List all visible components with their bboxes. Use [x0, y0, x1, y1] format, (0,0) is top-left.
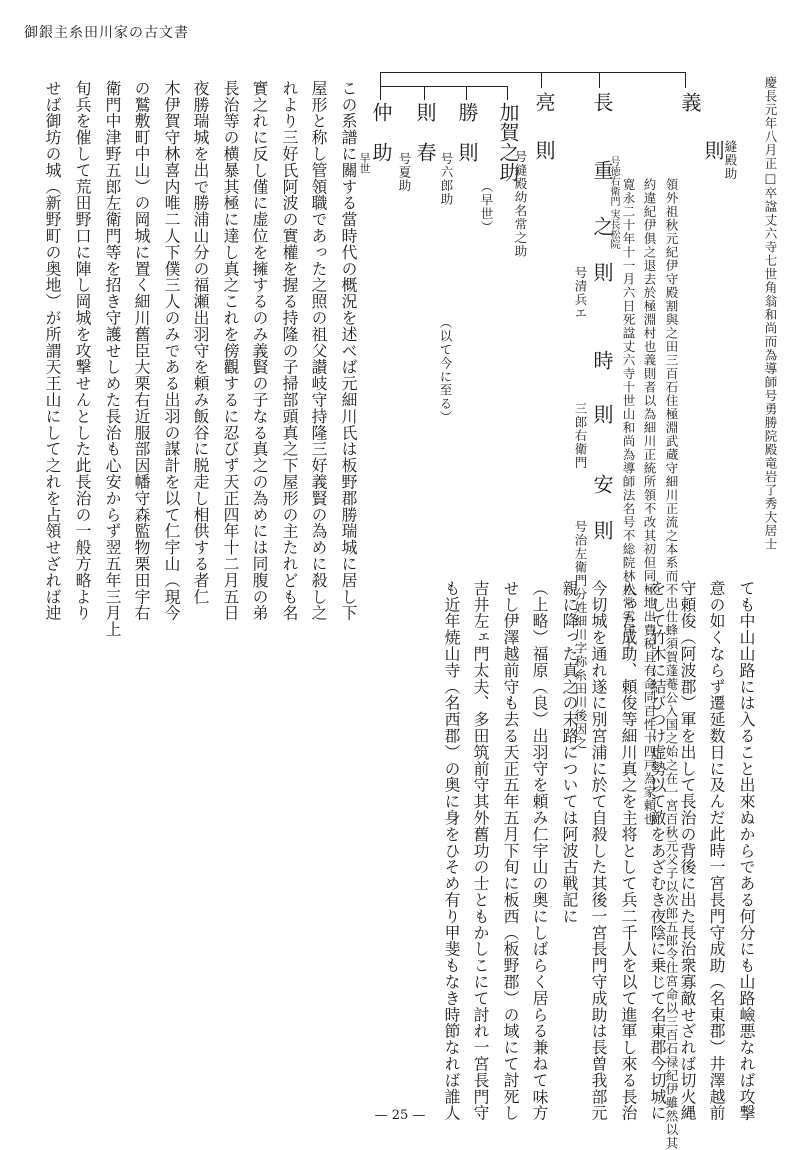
- commentary-line: 屋形と称し管領職であった之照の祖父讃岐守持隆三好義賢の為めに殺し之: [309, 80, 328, 622]
- yoshinori-name-1: 義: [678, 92, 702, 112]
- yoshinori-note-2: 領外祖秋元紀伊守殿割與之田三百石住極淵武蔵守細川正流之本系而不出仕蜂須賀蓬菴公入国之始之在一宮百秋元父子以次郎五郎令仕宮命以三百石禄紀伊雖然以其: [664, 178, 679, 1150]
- commentary-line: 木伊賀守林喜内唯二人下僕三人のみである出羽の謀計を以て仁宇山（現今: [162, 80, 181, 622]
- nakasuke-name: 仲 助: [369, 102, 393, 162]
- nagashige-name-2: 重: [590, 160, 614, 180]
- commentary-line: の鷲敷町中山）の岡城に置く細川舊臣大栗右近服部因幡守森監物栗田宇右: [132, 80, 151, 622]
- katsunori-alias: 号六郎助: [439, 152, 454, 206]
- yasunori-name-2: 則: [590, 520, 614, 540]
- commentary-line: ても中山山路には入ること出來ぬからである何分にも山路嶮悪なれば攻撃: [737, 580, 756, 1122]
- commentary-line: 吉井左ェ門太夫、多田筑前守其外舊功の士ともかしこにて討れ一宮長門守: [471, 580, 490, 1122]
- tree-line-top: [380, 72, 686, 73]
- commentary-line: 今切城を通れ遂に別宮浦に於て自殺した其後一宮長門守成助は長曽我部元: [589, 580, 608, 1122]
- tokinori-name-2: 則: [590, 404, 614, 424]
- nagashige-alias: 号徳右衛門 実長松院: [608, 156, 619, 250]
- yoshinori-name-2: 則: [701, 140, 725, 160]
- tree-line-sukenori-stem: [541, 72, 542, 88]
- tokinori-name-1: 時: [590, 350, 614, 370]
- commentary-line: も近年焼山寺（名西郡）の奥に身をひそめ有り甲斐もなき時節なれば誰人: [442, 580, 461, 1122]
- commentary-line: 旬兵を催して荒田野口に陣し岡城を攻撃せんとした此長治の一般方略より: [73, 80, 92, 622]
- norihar-alias: 号夏助: [397, 152, 412, 193]
- tree-line-norihar-stem: [424, 86, 425, 100]
- commentary-line: 親に降った真之の末路については阿波古戦記に: [560, 580, 579, 925]
- yukinori-name-1: 之: [590, 216, 614, 236]
- commentary-line: 意の如くならず遷延数日に及んだ此時一宮長門守成助（名東郡）井澤越前: [707, 580, 726, 1122]
- sukenori-name-1: 亮: [532, 92, 556, 112]
- yoshinori-note-4: 寛永二十年十一月六日死諡丈六寺十世山和尚為導師法名号不総院林松常雪居士: [621, 178, 636, 651]
- yasunori-name-1: 安: [590, 474, 614, 494]
- norihar-name: 則 春: [413, 102, 437, 162]
- tree-line-yoshinori-stem: [685, 72, 686, 88]
- tree-line-kaganosuke-stem: [507, 86, 508, 100]
- tree-line-nagashige-stem: [599, 72, 600, 88]
- commentary-line: 入った成助、頼俊等細川真之を主将として兵二千人を以て進軍し來る長治: [619, 580, 638, 1122]
- yasunori-alias: 号治左衛門分姓細川字称糸田川後因之: [573, 520, 588, 750]
- commentary-line: 衛門中津野五郎左衛門等を招き守護せしめた長治も心安からず翌五年三月上: [103, 80, 122, 638]
- yoshinori-alias: 縫殿助: [723, 140, 738, 181]
- commentary-line: 長治等の横暴其極に達し真之これを傍觀するに忍びず天正四年十二月五日: [221, 80, 240, 622]
- commentary-line: をして竹木に結びつけ虚勢以て敵をあざむき夜陰に乗じて名東郡今切城に: [648, 580, 667, 1122]
- sukenori-name-2: 則: [532, 140, 556, 160]
- tree-line-nakasuke-stem: [380, 86, 381, 100]
- tree-line-katsunori-stem: [466, 86, 467, 100]
- yukinori-alias: 号清兵エ: [573, 266, 588, 320]
- kaganosuke-name: 加賀之助: [496, 102, 520, 182]
- yoshinori-note-3: 約違紀伊俱之退去於極淵村也義則者以為細川正統所領不改其初但同極地出費税且有命同百性十四戸為家頼也: [642, 178, 657, 826]
- commentary-line: れより三好氏阿波の實權を握る持隆の子掃部頭真之下屋形の主たれども名: [280, 80, 299, 622]
- commentary-line: せば御坊の城（新野町の奥地）が所謂天王山にして之れを占領せざれば迚: [43, 80, 62, 622]
- yoshinori-note-1: 慶長元年八月正□卒諡丈六寺七世角翁和尚而為導師号勇勝院殿竜岩了秀大居士: [763, 76, 778, 551]
- commentary-line: この系譜に關する當時代の概況を述べば元細川氏は板野郡勝瑞城に居し下: [339, 80, 358, 622]
- commentary-line: 守頼俊（阿波郡）軍を出して長治の背後に出た長治衆寡敵せざれば切火縄: [678, 580, 697, 1122]
- commentary-line: 實之れに反し僅に虚位を擁するのみ義賢の子なる真之の為めには同腹の弟: [250, 80, 269, 622]
- katsunori-name: 勝 則: [455, 102, 479, 162]
- page-number: — 25 —: [374, 1108, 426, 1123]
- commentary-line: 夜勝瑞城を出で勝浦山分の福瀬出羽守を頼み飯谷に脱走し相供する者仁: [191, 80, 210, 605]
- tree-line-sub: [380, 86, 508, 87]
- kaganosuke-note: （早世）: [479, 180, 494, 234]
- nakasuke-note: 早世: [358, 152, 371, 174]
- running-title: 御銀主糸田川家の古文書: [24, 25, 189, 41]
- yukinori-name-2: 則: [590, 262, 614, 282]
- commentary-line: せし伊澤越前守も去る天正五年五月下旬に板西（板野郡）の域にて討死し: [501, 580, 520, 1122]
- sukenori-alias: 号縫殿幼名常之助: [513, 150, 528, 258]
- nagashige-name-1: 長: [590, 92, 614, 112]
- tree-line-left-drop: [380, 72, 381, 86]
- tokinori-alias: 三郎右衛門: [573, 402, 588, 470]
- commentary-line: （上略）福原（良）出羽守を頼み仁宇山の奥にしばらく居らる兼ねて味方: [530, 580, 549, 1122]
- ellipsis-note: （以て今に至る）: [438, 316, 453, 424]
